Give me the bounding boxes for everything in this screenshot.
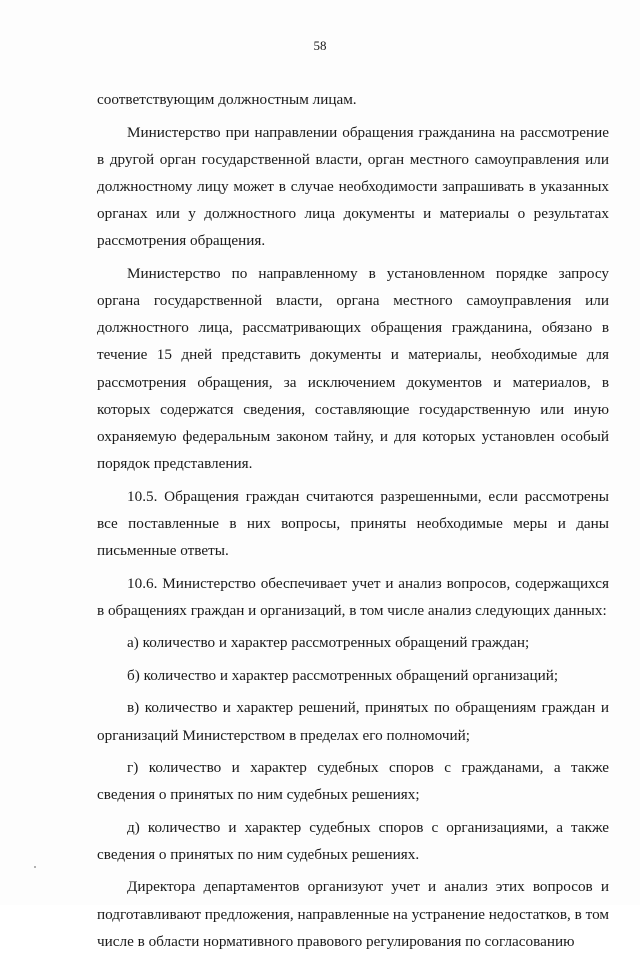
list-item-d: д) количество и характер судебных споров с организациями, а также сведения о принятых по ним судебных решениях.: [97, 818, 609, 863]
list-item-v: в) количество и характер решений, принятых по обращениям граждан и организаций Министерством в пределах его полномочий;: [97, 699, 609, 744]
paragraph-request-documents: Министерство при направлении обращения гражданина на рассмотрение в другой орган государственной власти, орган местного самоуправления или должностному лицу может в случае необходимости запрашивать в указанных органах или у должностного лица документы и материалы о результатах рассмотрения обращения.: [97, 123, 609, 250]
paragraph-directors: Директора департаментов организуют учет и анализ этих вопросов и подготавливают предложения, направленные на устранение недостатков, в том числе в области нормативного правового регулирования по согласованию: [97, 878, 609, 950]
paragraph-10-5: 10.5. Обращения граждан считаются разрешенными, если рассмотрены все поставленные в них вопросы, приняты необходимые меры и даны письменные ответы.: [97, 487, 609, 560]
paragraph-continuation: соответствующим должностным лицам.: [97, 91, 357, 108]
scan-artifact: [34, 866, 36, 868]
paragraph-ministry-obligation: Министерство по направленному в установленном порядке запросу органа государственной власти, органа местного самоуправления или должностного лица, рассматривающих обращения гражданина, обязано в течение 15 дней представить документы и материалы, необходимые для рассмотрения обращения, за исключением документов и материалов, в которых содержатся сведения, составляющие государственную или иную охраняемую федеральным законом тайну, и для которых установлен особый порядок представления.: [97, 264, 609, 473]
list-item-a: а) количество и характер рассмотренных обращений граждан;: [127, 634, 530, 652]
page-number: 58: [313, 38, 327, 53]
document-body: [97, 86, 609, 960]
paragraph-10-6: 10.6. Министерство обеспечивает учет и анализ вопросов, содержащихся в обращениях граждан и организаций, в том числе анализ следующих данных:: [97, 574, 609, 619]
list-item-b: б) количество и характер рассмотренных обращений организаций;: [127, 666, 559, 684]
list-item-g: г) количество и характер судебных споров с гражданами, а также сведения о принятых по ним судебных решениях;: [97, 759, 609, 804]
